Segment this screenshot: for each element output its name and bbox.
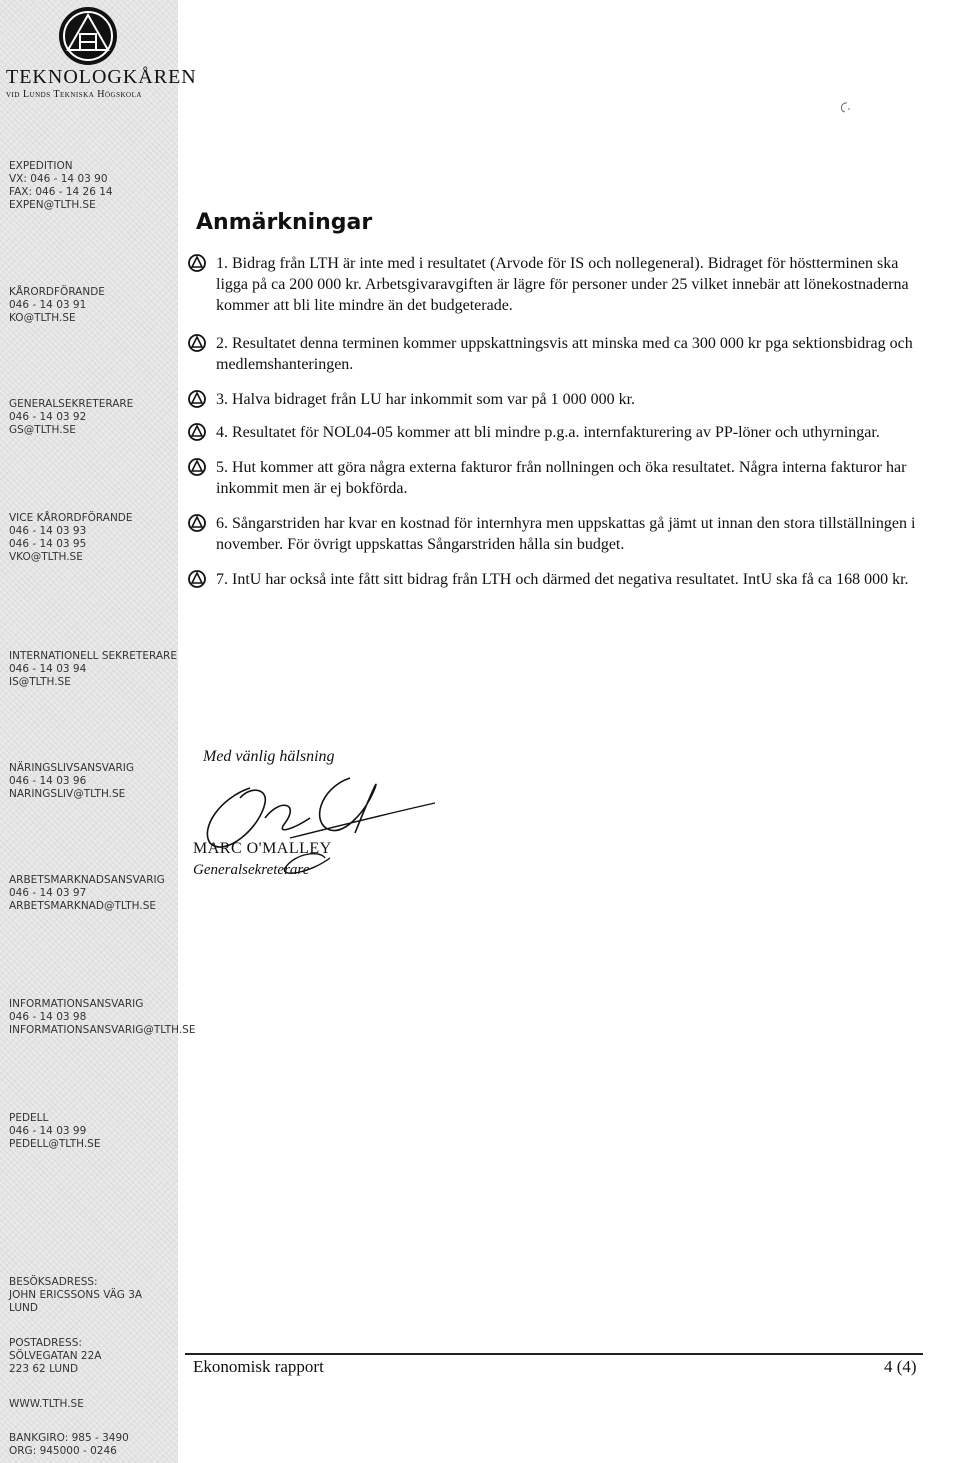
remark-item (186, 389, 926, 410)
contact-arbetsmarknadsansvarig (9, 874, 165, 913)
contact-line: 046 - 14 03 98 (9, 1011, 87, 1023)
contact-line: GENERALSEKRETERARE (9, 398, 134, 410)
contact-line: VX: 046 - 14 03 90 (9, 173, 108, 185)
remark-item (186, 253, 926, 316)
contact-line: BANKGIRO: 985 - 3490 (9, 1432, 129, 1444)
contact-line: 046 - 14 03 95 (9, 538, 87, 550)
contact-vice-karordforande (9, 512, 133, 564)
remark-item (186, 333, 926, 375)
organization-name: TEKNOLOGKÅREN (6, 66, 197, 88)
remark-text: 6. Sångarstriden har kvar en kostnad för internhyra men uppskattas gå jämt ut innan den stora tillställningen i november. För övrigt uppskattas Sångarstriden hålla sin budget. (216, 515, 916, 553)
contact-line: FAX: 046 - 14 26 14 (9, 186, 113, 198)
logo-bullet-icon (186, 514, 208, 532)
contact-line: ORG: 945000 - 0246 (9, 1445, 117, 1457)
remark-text: 7. IntU har också inte fått sitt bidrag från LTH och därmed det negativa resultatet. IntU ska få ca 168 000 kr. (216, 571, 909, 588)
contact-line: POSTADRESS: (9, 1337, 82, 1349)
contact-line: INFORMATIONSANSVARIG@TLTH.SE (9, 1024, 196, 1036)
contact-line: JOHN ERICSSONS VÄG 3A (9, 1289, 143, 1301)
contact-line: SÖLVEGATAN 22A (9, 1350, 102, 1362)
postal-address (9, 1337, 101, 1376)
contact-line: NARINGSLIV@TLTH.SE (9, 788, 126, 800)
footer-page-number: 4 (4) (884, 1357, 917, 1376)
logo-bullet-icon (186, 570, 208, 588)
organization-subtitle: vid Lunds Tekniska Högskola (6, 89, 142, 100)
teknologkaren-logo-icon (58, 6, 118, 66)
contact-internationell-sekreterare (9, 650, 177, 689)
contact-line: 223 62 LUND (9, 1363, 79, 1375)
footer-divider (185, 1353, 923, 1355)
logo-bullet-icon (186, 458, 208, 476)
contact-line: KO@TLTH.SE (9, 312, 76, 324)
remark-item (186, 569, 926, 590)
contact-line: KÅRORDFÖRANDE (9, 286, 105, 298)
contact-line: INTERNATIONELL SEKRETERARE (9, 650, 177, 662)
contact-line: WWW.TLTH.SE (9, 1398, 84, 1410)
contact-line: INFORMATIONSANSVARIG (9, 998, 144, 1010)
logo-bullet-icon (186, 423, 208, 441)
remark-text: 3. Halva bidraget från LU har inkommit som var på 1 000 000 kr. (216, 391, 636, 408)
logo-bullet-icon (186, 390, 208, 408)
letterhead-sidebar (0, 0, 197, 1463)
contact-line: 046 - 14 03 91 (9, 299, 87, 311)
contact-informationsansvarig (9, 998, 195, 1037)
contact-line: VKO@TLTH.SE (9, 551, 83, 563)
closing-greeting: Med vänlig hälsning (203, 748, 335, 765)
remark-text: 1. Bidrag från LTH är inte med i resultatet (Arvode för IS och nollegeneral). Bidraget för höstterminen ska ligga på ca 200 000 kr. Arbetsgivaravgiften är lägre för personer under 25 vilket innebär att lönekostnaderna kommer att bli lite mindre än det budgeterade. (216, 255, 909, 314)
signer-title: Generalsekreterare (193, 862, 310, 878)
remark-item (186, 513, 926, 555)
contact-line: PEDELL (9, 1112, 49, 1124)
contact-line: LUND (9, 1302, 38, 1314)
page-title: Anmärkningar (196, 210, 373, 235)
contact-line: GS@TLTH.SE (9, 424, 76, 436)
bank-details (9, 1432, 129, 1458)
footer-report-title: Ekonomisk rapport (193, 1357, 324, 1376)
contact-expedition (9, 160, 113, 212)
contact-naringslivsansvarig (9, 762, 134, 801)
contact-line: EXPEDITION (9, 160, 73, 172)
contact-pedell (9, 1112, 100, 1151)
remark-item (186, 422, 926, 443)
contact-line: BESÖKSADRESS: (9, 1276, 98, 1288)
contact-line: EXPEN@TLTH.SE (9, 199, 96, 211)
contact-line: ARBETSMARKNAD@TLTH.SE (9, 900, 157, 912)
signer-name: MARC O'MALLEY (193, 840, 332, 857)
logo-bullet-icon (186, 334, 208, 352)
remark-text: 2. Resultatet denna terminen kommer uppskattningsvis att minska med ca 300 000 kr pga sektionsbidrag och medlemshanteringen. (216, 335, 913, 373)
contact-line: IS@TLTH.SE (9, 676, 71, 688)
contact-line: 046 - 14 03 96 (9, 775, 87, 787)
contact-line: 046 - 14 03 99 (9, 1125, 87, 1137)
contact-line: NÄRINGSLIVSANSVARIG (9, 762, 135, 774)
contact-line: VICE KÅRORDFÖRANDE (9, 512, 133, 524)
scan-mark-icon (836, 100, 852, 116)
contact-line: 046 - 14 03 92 (9, 411, 87, 423)
contact-line: PEDELL@TLTH.SE (9, 1138, 101, 1150)
contact-line: 046 - 14 03 94 (9, 663, 87, 675)
contact-line: ARBETSMARKNADSANSVARIG (9, 874, 165, 886)
contact-generalsekreterare (9, 398, 133, 437)
contact-karordforande (9, 286, 105, 325)
contact-line: 046 - 14 03 97 (9, 887, 87, 899)
logo-bullet-icon (186, 254, 208, 272)
contact-line: 046 - 14 03 93 (9, 525, 87, 537)
remark-text: 4. Resultatet för NOL04-05 kommer att bli mindre p.g.a. internfakturering av PP-löner och uthyrningar. (216, 424, 880, 441)
visiting-address (9, 1276, 142, 1315)
website (9, 1398, 84, 1411)
remark-item (186, 457, 926, 499)
remark-text: 5. Hut kommer att göra några externa fakturor från nollningen och öka resultatet. Några interna fakturor har inkommit men är ej bokförda. (216, 459, 907, 497)
